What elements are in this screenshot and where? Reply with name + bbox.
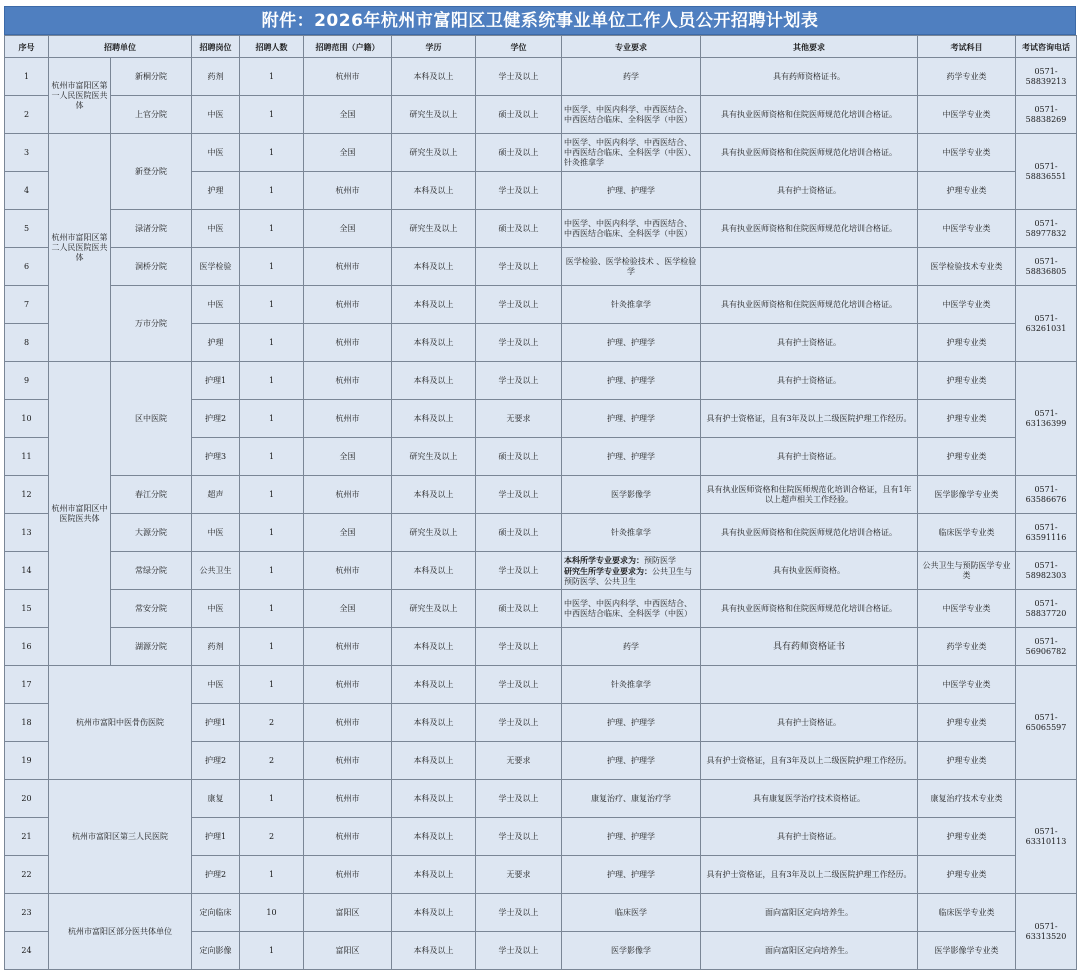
education-cell: 研究生及以上: [392, 96, 476, 134]
major-cell: 针灸推拿学: [562, 286, 701, 324]
count-cell: 1: [240, 172, 304, 210]
phone-cell: 0571-58982303: [1016, 552, 1077, 590]
count-cell: 10: [240, 894, 304, 932]
degree-cell: 学士及以上: [476, 818, 562, 856]
exam-cell: 公共卫生与预防医学专业类: [918, 552, 1016, 590]
phone-cell: 0571-63586676: [1016, 476, 1077, 514]
row-number: 21: [5, 818, 49, 856]
exam-cell: 护理专业类: [918, 324, 1016, 362]
other-req-cell: 具有护士资格证，且有3年及以上二级医院护理工作经历。: [701, 742, 918, 780]
row-number: 23: [5, 894, 49, 932]
header-row: [5, 36, 1077, 58]
post-cell: 公共卫生: [192, 552, 240, 590]
major-cell: 中医学、中医内科学、中西医结合、中西医结合临床、全科医学（中医）: [562, 210, 701, 248]
header-cell: 序号: [5, 36, 49, 58]
post-cell: 护理2: [192, 856, 240, 894]
other-req-cell: 具有执业医师资格和住院医师规范化培训合格证。: [701, 96, 918, 134]
phone-cell: 0571-58836805: [1016, 248, 1077, 286]
other-req-cell: 具有护士资格证，且有3年及以上二级医院护理工作经历。: [701, 856, 918, 894]
row-number: 22: [5, 856, 49, 894]
count-cell: 1: [240, 590, 304, 628]
major-cell: 医学影像学: [562, 476, 701, 514]
degree-cell: 无要求: [476, 742, 562, 780]
table-row: [5, 210, 1077, 248]
other-req-cell: [701, 666, 918, 704]
exam-cell: 临床医学专业类: [918, 514, 1016, 552]
exam-cell: 护理专业类: [918, 856, 1016, 894]
row-number: 10: [5, 400, 49, 438]
degree-cell: 学士及以上: [476, 666, 562, 704]
row-number: 24: [5, 932, 49, 970]
row-number: 13: [5, 514, 49, 552]
row-number: 3: [5, 134, 49, 172]
degree-cell: 学士及以上: [476, 324, 562, 362]
degree-cell: 学士及以上: [476, 628, 562, 666]
recruitment-sheet: [4, 6, 1076, 970]
major-cell: 针灸推拿学: [562, 514, 701, 552]
post-cell: 定向临床: [192, 894, 240, 932]
major-cell: 药学: [562, 628, 701, 666]
degree-cell: 学士及以上: [476, 552, 562, 590]
post-cell: 药剂: [192, 628, 240, 666]
scope-cell: 全国: [304, 590, 392, 628]
scope-cell: 富阳区: [304, 894, 392, 932]
post-cell: 康复: [192, 780, 240, 818]
table-row: [5, 552, 1077, 590]
degree-cell: 硕士及以上: [476, 210, 562, 248]
exam-cell: 护理专业类: [918, 400, 1016, 438]
post-cell: 中医: [192, 286, 240, 324]
row-number: 6: [5, 248, 49, 286]
other-req-cell: 具有护士资格证。: [701, 324, 918, 362]
row-number: 1: [5, 58, 49, 96]
major-cell: 中医学、中医内科学、中西医结合、中西医结合临床、全科医学（中医）: [562, 96, 701, 134]
header-cell: 招聘岗位: [192, 36, 240, 58]
scope-cell: 杭州市: [304, 666, 392, 704]
group-cell: 杭州市富阳区第三人民医院: [49, 780, 192, 894]
major-cell: 医学影像学: [562, 932, 701, 970]
exam-cell: 护理专业类: [918, 438, 1016, 476]
header-cell: 考试科目: [918, 36, 1016, 58]
education-cell: 本科及以上: [392, 552, 476, 590]
post-cell: 中医: [192, 96, 240, 134]
count-cell: 1: [240, 780, 304, 818]
major-cell: 护理、护理学: [562, 818, 701, 856]
row-number: 15: [5, 590, 49, 628]
exam-cell: 中医学专业类: [918, 210, 1016, 248]
major-cell: 药学: [562, 58, 701, 96]
count-cell: 1: [240, 400, 304, 438]
post-cell: 中医: [192, 514, 240, 552]
scope-cell: 杭州市: [304, 628, 392, 666]
phone-cell: 0571-63310113: [1016, 780, 1077, 894]
major-cell: 护理、护理学: [562, 362, 701, 400]
count-cell: 1: [240, 552, 304, 590]
row-number: 4: [5, 172, 49, 210]
branch-cell: 常安分院: [111, 590, 192, 628]
table-row: [5, 248, 1077, 286]
other-req-cell: 具有护士资格证。: [701, 172, 918, 210]
phone-cell: 0571-58838269: [1016, 96, 1077, 134]
row-number: 12: [5, 476, 49, 514]
exam-cell: 药学专业类: [918, 58, 1016, 96]
branch-cell: 上官分院: [111, 96, 192, 134]
count-cell: 1: [240, 96, 304, 134]
count-cell: 1: [240, 286, 304, 324]
group-cell: 杭州市富阳区第一人民医院医共体: [49, 58, 111, 134]
row-number: 5: [5, 210, 49, 248]
branch-cell: 区中医院: [111, 362, 192, 476]
count-cell: 1: [240, 58, 304, 96]
row-number: 2: [5, 96, 49, 134]
degree-cell: 硕士及以上: [476, 438, 562, 476]
phone-cell: 0571-63591116: [1016, 514, 1077, 552]
other-req-cell: 具有护士资格证。: [701, 438, 918, 476]
count-cell: 1: [240, 324, 304, 362]
degree-cell: 硕士及以上: [476, 590, 562, 628]
degree-cell: 学士及以上: [476, 932, 562, 970]
count-cell: 1: [240, 856, 304, 894]
other-req-cell: 面向富阳区定向培养生。: [701, 894, 918, 932]
scope-cell: 杭州市: [304, 552, 392, 590]
branch-cell: 常绿分院: [111, 552, 192, 590]
post-cell: 护理1: [192, 818, 240, 856]
post-cell: 护理2: [192, 400, 240, 438]
exam-cell: 护理专业类: [918, 742, 1016, 780]
scope-cell: 富阳区: [304, 932, 392, 970]
post-cell: 护理1: [192, 362, 240, 400]
count-cell: 1: [240, 628, 304, 666]
count-cell: 1: [240, 362, 304, 400]
education-cell: 研究生及以上: [392, 514, 476, 552]
major-cell: 护理、护理学: [562, 742, 701, 780]
row-number: 7: [5, 286, 49, 324]
other-req-cell: 具有康复医学治疗技术资格证。: [701, 780, 918, 818]
major-cell: [562, 552, 701, 590]
major-cell: 医学检验、医学检验技术 、医学检验学: [562, 248, 701, 286]
count-cell: 1: [240, 476, 304, 514]
education-cell: 研究生及以上: [392, 134, 476, 172]
education-cell: 本科及以上: [392, 818, 476, 856]
other-req-cell: 具有执业医师资格和住院医师规范化培训合格证，且有1年以上超声相关工作经验。: [701, 476, 918, 514]
education-cell: 本科及以上: [392, 666, 476, 704]
major-label-undergrad: 本科所学专业要求为：: [564, 554, 644, 565]
phone-cell: 0571-58839213: [1016, 58, 1077, 96]
major-cell: 中医学、中医内科学、中西医结合、中西医结合临床、全科医学（中医）: [562, 590, 701, 628]
count-cell: 2: [240, 818, 304, 856]
row-number: 19: [5, 742, 49, 780]
header-cell: 招聘人数: [240, 36, 304, 58]
scope-cell: 杭州市: [304, 400, 392, 438]
exam-cell: 中医学专业类: [918, 96, 1016, 134]
exam-cell: 中医学专业类: [918, 666, 1016, 704]
group-cell: 杭州市富阳区第二人民医院医共体: [49, 134, 111, 362]
education-cell: 本科及以上: [392, 628, 476, 666]
scope-cell: 杭州市: [304, 742, 392, 780]
post-cell: 医学检验: [192, 248, 240, 286]
scope-cell: 杭州市: [304, 58, 392, 96]
post-cell: 药剂: [192, 58, 240, 96]
education-cell: 本科及以上: [392, 894, 476, 932]
other-req-cell: 具有护士资格证，且有3年及以上二级医院护理工作经历。: [701, 400, 918, 438]
phone-cell: 0571-65065597: [1016, 666, 1077, 780]
other-req-cell: [701, 248, 918, 286]
table-row: [5, 514, 1077, 552]
education-cell: 本科及以上: [392, 362, 476, 400]
degree-cell: 硕士及以上: [476, 514, 562, 552]
header-cell: 招聘范围（户籍）: [304, 36, 392, 58]
row-number: 18: [5, 704, 49, 742]
post-cell: 中医: [192, 134, 240, 172]
major-cell: 康复治疗、康复治疗学: [562, 780, 701, 818]
major-cell: 护理、护理学: [562, 438, 701, 476]
branch-cell: 洞桥分院: [111, 248, 192, 286]
major-cell: 针灸推拿学: [562, 666, 701, 704]
other-req-cell: 具有执业医师资格和住院医师规范化培训合格证。: [701, 590, 918, 628]
row-number: 16: [5, 628, 49, 666]
education-cell: 本科及以上: [392, 324, 476, 362]
degree-cell: 无要求: [476, 856, 562, 894]
education-cell: 本科及以上: [392, 742, 476, 780]
education-cell: 本科及以上: [392, 172, 476, 210]
branch-cell: 新登分院: [111, 134, 192, 210]
post-cell: 护理1: [192, 704, 240, 742]
header-cell: 招聘单位: [49, 36, 192, 58]
count-cell: 1: [240, 514, 304, 552]
exam-cell: 护理专业类: [918, 818, 1016, 856]
branch-cell: 大源分院: [111, 514, 192, 552]
post-cell: 护理: [192, 324, 240, 362]
scope-cell: 全国: [304, 514, 392, 552]
phone-cell: 0571-58836551: [1016, 134, 1077, 210]
group-cell: 杭州市富阳区部分医共体单位: [49, 894, 192, 970]
branch-cell: 湖源分院: [111, 628, 192, 666]
branch-cell: 万市分院: [111, 286, 192, 362]
scope-cell: 杭州市: [304, 172, 392, 210]
major-cell: 中医学、中医内科学、中西医结合、中西医结合临床、全科医学（中医）、针灸推拿学: [562, 134, 701, 172]
table-row: [5, 96, 1077, 134]
degree-cell: 硕士及以上: [476, 96, 562, 134]
scope-cell: 全国: [304, 210, 392, 248]
table-row: [5, 666, 1077, 704]
other-req-cell: 具有药师资格证书: [701, 628, 918, 666]
table-row: [5, 894, 1077, 932]
degree-cell: 学士及以上: [476, 58, 562, 96]
scope-cell: 杭州市: [304, 818, 392, 856]
major-cell: 护理、护理学: [562, 172, 701, 210]
degree-cell: 硕士及以上: [476, 134, 562, 172]
degree-cell: 无要求: [476, 400, 562, 438]
education-cell: 本科及以上: [392, 58, 476, 96]
header-cell: 考试咨询电话: [1016, 36, 1077, 58]
table-row: [5, 362, 1077, 400]
post-cell: 护理3: [192, 438, 240, 476]
post-cell: 护理2: [192, 742, 240, 780]
phone-cell: 0571-56906782: [1016, 628, 1077, 666]
exam-cell: 医学影像学专业类: [918, 476, 1016, 514]
degree-cell: 学士及以上: [476, 780, 562, 818]
degree-cell: 学士及以上: [476, 172, 562, 210]
other-req-cell: 具有药师资格证书。: [701, 58, 918, 96]
major-cell: 护理、护理学: [562, 856, 701, 894]
phone-cell: 0571-63136399: [1016, 362, 1077, 476]
count-cell: 2: [240, 742, 304, 780]
scope-cell: 杭州市: [304, 856, 392, 894]
other-req-cell: 具有护士资格证。: [701, 362, 918, 400]
other-req-cell: 具有执业医师资格。: [701, 552, 918, 590]
table-row: [5, 286, 1077, 324]
phone-cell: 0571-63313520: [1016, 894, 1077, 970]
table-row: [5, 476, 1077, 514]
table-row: [5, 134, 1077, 172]
exam-cell: 药学专业类: [918, 628, 1016, 666]
major-cell: 护理、护理学: [562, 400, 701, 438]
exam-cell: 护理专业类: [918, 362, 1016, 400]
branch-cell: 春江分院: [111, 476, 192, 514]
count-cell: 1: [240, 248, 304, 286]
count-cell: 1: [240, 666, 304, 704]
scope-cell: 全国: [304, 438, 392, 476]
group-cell: 杭州市富阳区中医院医共体: [49, 362, 111, 666]
education-cell: 本科及以上: [392, 476, 476, 514]
header-cell: 学历: [392, 36, 476, 58]
row-number: 8: [5, 324, 49, 362]
other-req-cell: 具有执业医师资格和住院医师规范化培训合格证。: [701, 286, 918, 324]
major-cell: 临床医学: [562, 894, 701, 932]
education-cell: 本科及以上: [392, 780, 476, 818]
major-cell: 护理、护理学: [562, 704, 701, 742]
scope-cell: 杭州市: [304, 476, 392, 514]
post-cell: 护理: [192, 172, 240, 210]
exam-cell: 中医学专业类: [918, 590, 1016, 628]
row-number: 11: [5, 438, 49, 476]
major-text-undergrad: 预防医学: [644, 555, 676, 565]
phone-cell: 0571-63261031: [1016, 286, 1077, 362]
row-number: 14: [5, 552, 49, 590]
post-cell: 超声: [192, 476, 240, 514]
degree-cell: 学士及以上: [476, 894, 562, 932]
exam-cell: 中医学专业类: [918, 134, 1016, 172]
group-cell: 杭州市富阳中医骨伤医院: [49, 666, 192, 780]
other-req-cell: 面向富阳区定向培养生。: [701, 932, 918, 970]
count-cell: 2: [240, 704, 304, 742]
other-req-cell: 具有护士资格证。: [701, 704, 918, 742]
exam-cell: 医学影像学专业类: [918, 932, 1016, 970]
row-number: 9: [5, 362, 49, 400]
scope-cell: 杭州市: [304, 780, 392, 818]
scope-cell: 杭州市: [304, 286, 392, 324]
degree-cell: 学士及以上: [476, 704, 562, 742]
exam-cell: 医学检验技术专业类: [918, 248, 1016, 286]
table-row: [5, 628, 1077, 666]
education-cell: 研究生及以上: [392, 210, 476, 248]
header-cell: 学位: [476, 36, 562, 58]
degree-cell: 学士及以上: [476, 286, 562, 324]
major-label-graduate: 研究生所学专业要求为：: [564, 565, 652, 576]
scope-cell: 杭州市: [304, 362, 392, 400]
education-cell: 本科及以上: [392, 286, 476, 324]
count-cell: 1: [240, 134, 304, 172]
phone-cell: 0571-58837720: [1016, 590, 1077, 628]
degree-cell: 学士及以上: [476, 362, 562, 400]
count-cell: 1: [240, 932, 304, 970]
branch-cell: 渌渚分院: [111, 210, 192, 248]
education-cell: 本科及以上: [392, 932, 476, 970]
education-cell: 本科及以上: [392, 704, 476, 742]
table-row: [5, 590, 1077, 628]
exam-cell: 中医学专业类: [918, 286, 1016, 324]
exam-cell: 护理专业类: [918, 172, 1016, 210]
sheet-title: 附件：2026年杭州市富阳区卫健系统事业单位工作人员公开招聘计划表: [4, 6, 1076, 35]
post-cell: 中医: [192, 210, 240, 248]
other-req-cell: 具有执业医师资格和住院医师规范化培训合格证。: [701, 210, 918, 248]
major-cell: 护理、护理学: [562, 324, 701, 362]
education-cell: 研究生及以上: [392, 590, 476, 628]
education-cell: 本科及以上: [392, 400, 476, 438]
degree-cell: 学士及以上: [476, 476, 562, 514]
scope-cell: 杭州市: [304, 324, 392, 362]
scope-cell: 杭州市: [304, 704, 392, 742]
other-req-cell: 具有执业医师资格和住院医师规范化培训合格证。: [701, 134, 918, 172]
scope-cell: 全国: [304, 96, 392, 134]
table-row: [5, 780, 1077, 818]
major-text-graduate: 公共卫生与预防医学、公共卫生: [564, 566, 692, 586]
degree-cell: 学士及以上: [476, 248, 562, 286]
row-number: 20: [5, 780, 49, 818]
phone-cell: 0571-58977832: [1016, 210, 1077, 248]
education-cell: 研究生及以上: [392, 438, 476, 476]
post-cell: 中医: [192, 590, 240, 628]
header-cell: 其他要求: [701, 36, 918, 58]
scope-cell: 杭州市: [304, 248, 392, 286]
count-cell: 1: [240, 438, 304, 476]
recruitment-table: [4, 35, 1077, 970]
table-row: [5, 58, 1077, 96]
education-cell: 本科及以上: [392, 248, 476, 286]
exam-cell: 临床医学专业类: [918, 894, 1016, 932]
exam-cell: 康复治疗技术专业类: [918, 780, 1016, 818]
exam-cell: 护理专业类: [918, 704, 1016, 742]
branch-cell: 新桐分院: [111, 58, 192, 96]
other-req-cell: 具有执业医师资格和住院医师规范化培训合格证。: [701, 514, 918, 552]
header-cell: 专业要求: [562, 36, 701, 58]
post-cell: 定向影像: [192, 932, 240, 970]
post-cell: 中医: [192, 666, 240, 704]
row-number: 17: [5, 666, 49, 704]
scope-cell: 全国: [304, 134, 392, 172]
count-cell: 1: [240, 210, 304, 248]
other-req-cell: 具有护士资格证。: [701, 818, 918, 856]
education-cell: 本科及以上: [392, 856, 476, 894]
